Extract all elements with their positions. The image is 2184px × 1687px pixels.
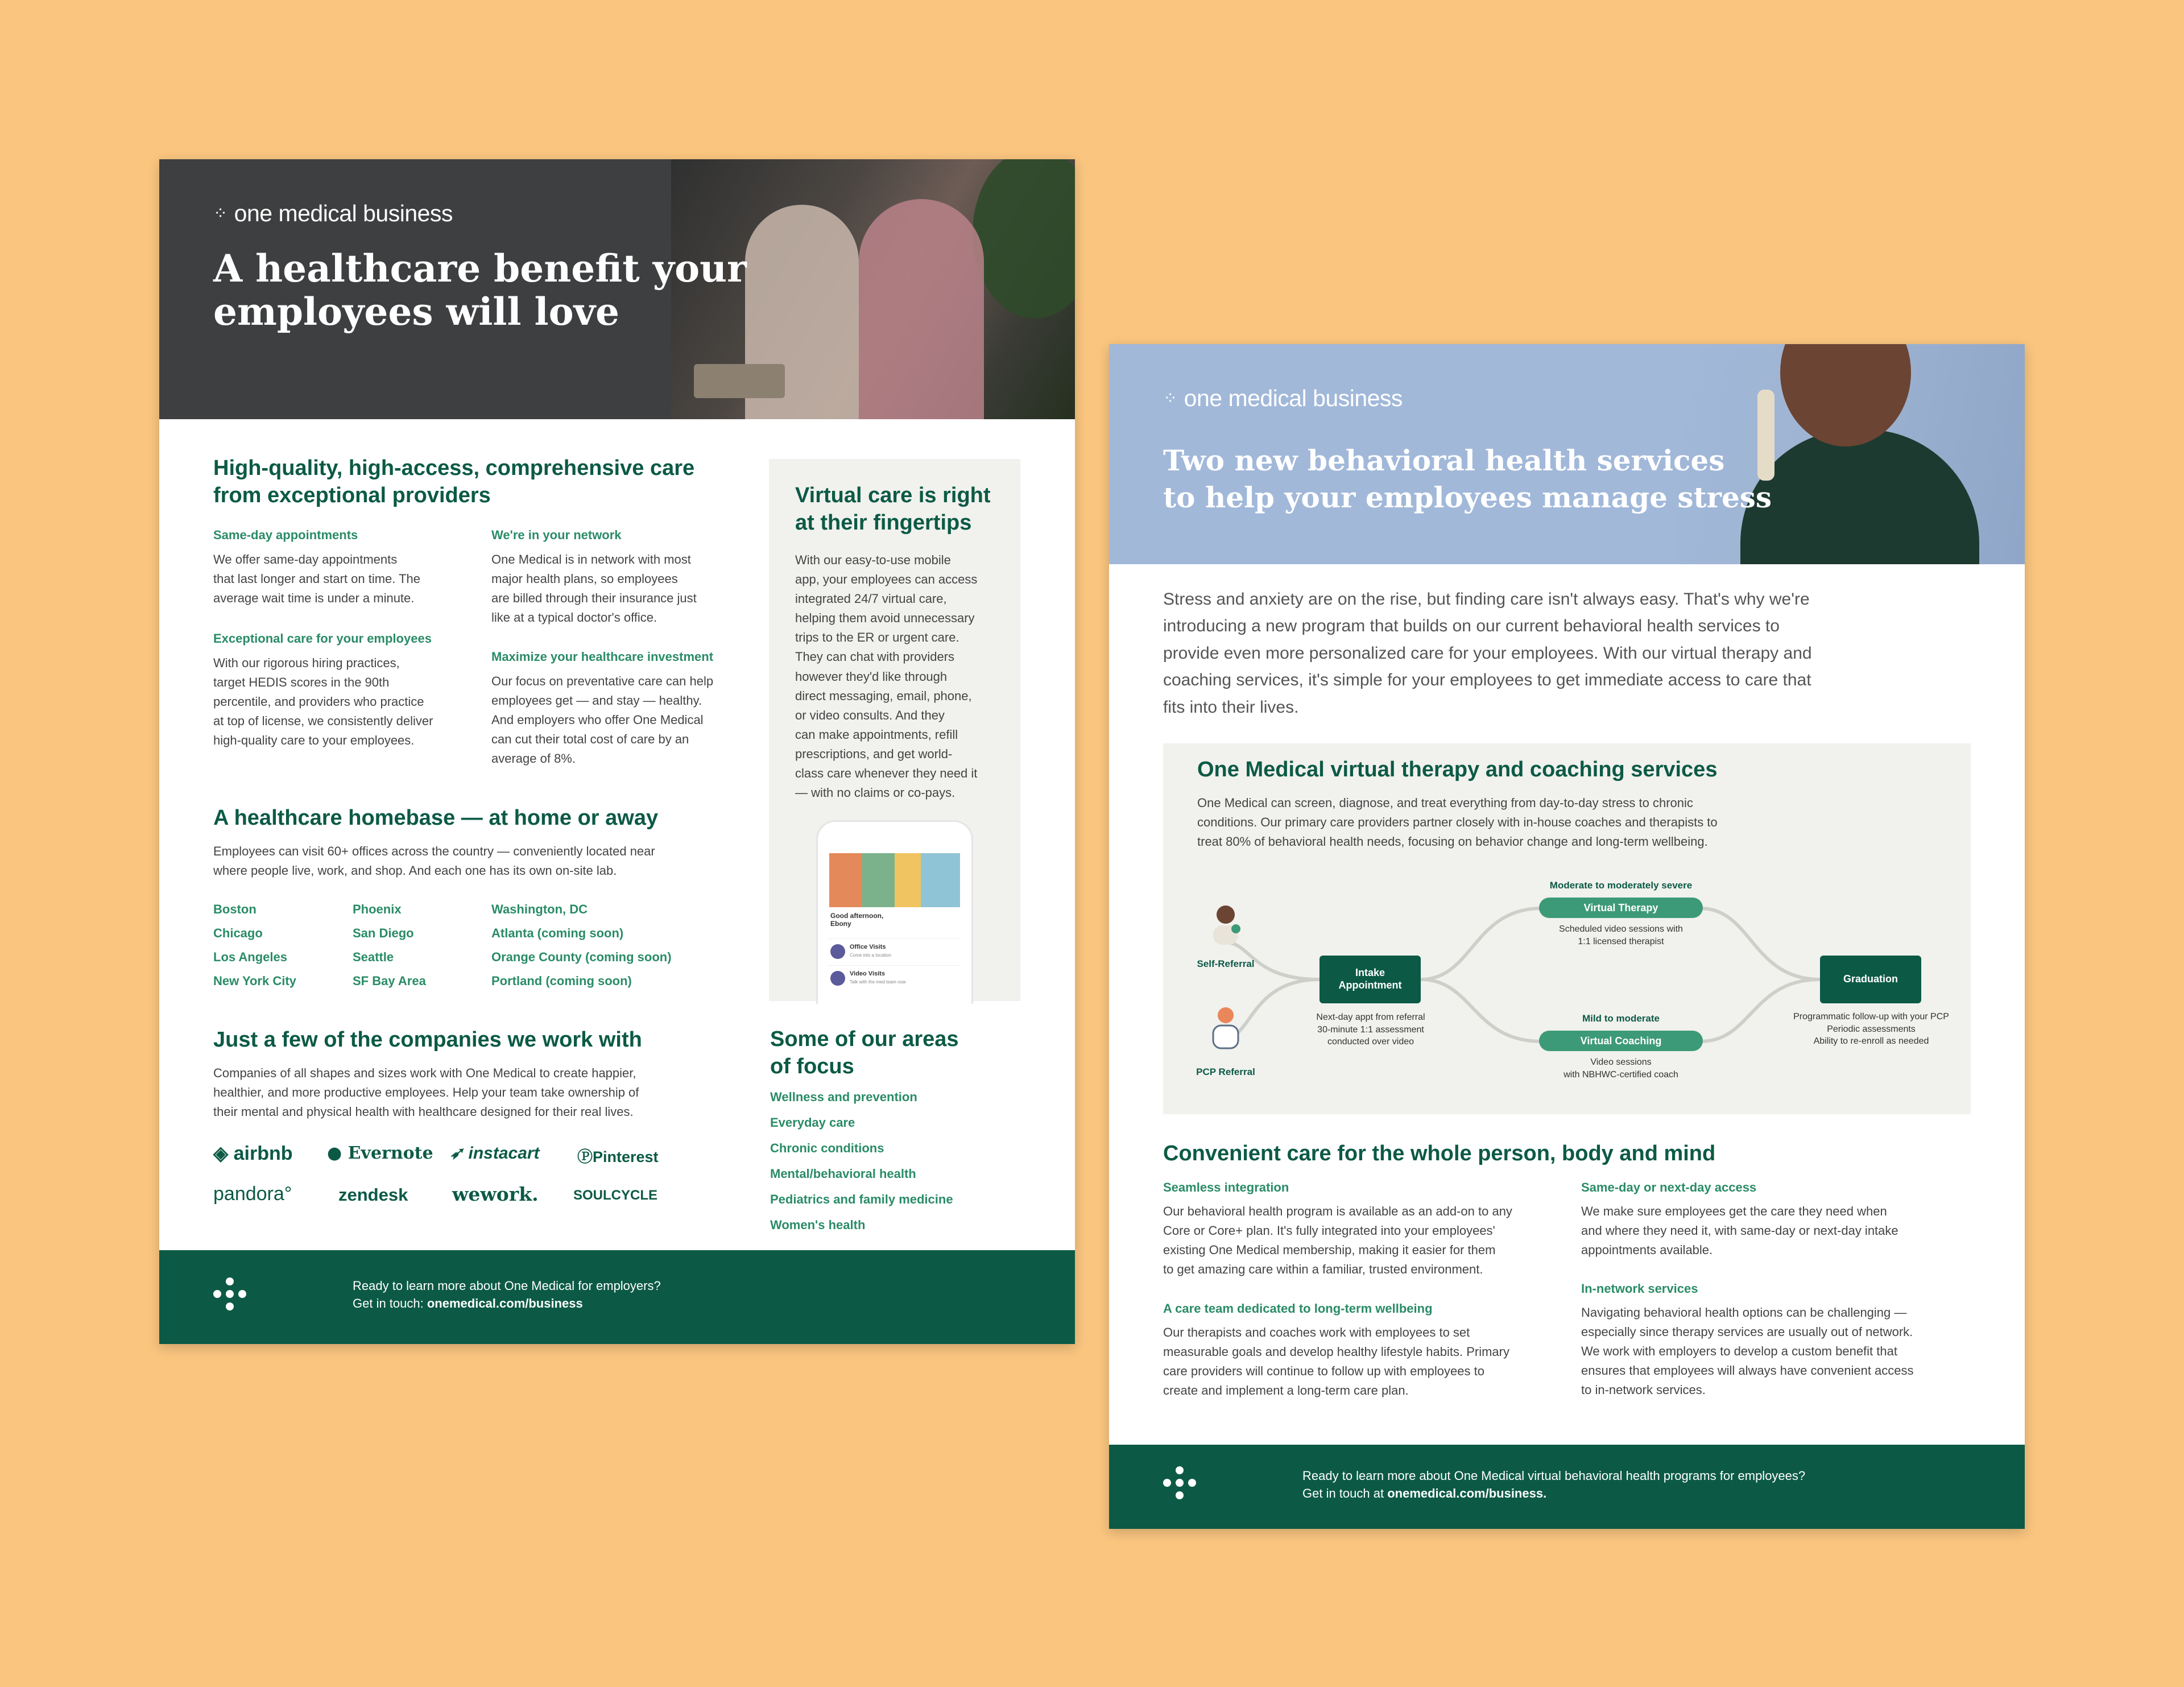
mobile-app-mockup bbox=[816, 820, 973, 1004]
brand-name: one medical business bbox=[234, 200, 453, 226]
section-title-line: High-quality, high-access, comprehensive care bbox=[213, 456, 695, 480]
section-title-line: from exceptional providers bbox=[213, 483, 491, 507]
feature-body: We offer same-day appointments that last longer and start on time. The average wait time is under a minute. bbox=[213, 552, 421, 606]
focus-item: Women's health bbox=[770, 1218, 866, 1232]
hero-title bbox=[213, 247, 747, 334]
virtual-coaching-pill: Virtual Coaching bbox=[1539, 1031, 1703, 1051]
logo-pinterest: ⓅPinterest bbox=[577, 1148, 659, 1165]
city: Seattle bbox=[353, 950, 394, 964]
intake-note: Next-day appt from referral 30-minute 1:1 assessment conducted over video bbox=[1316, 1012, 1425, 1047]
hero-banner bbox=[159, 159, 1075, 419]
city: Phoenix bbox=[353, 902, 402, 916]
feature-body: Our behavioral health program is available as an add-on to any Core or Core+ plan. It's fully integrated into your employees' existing One Medical membership, making it easier for them to get amazing care within a familiar, trusted environment. bbox=[1163, 1204, 1512, 1277]
footer-prefix: Get in touch at bbox=[1302, 1486, 1388, 1500]
focus-title bbox=[770, 1026, 959, 1080]
homebase-title: A healthcare homebase — at home or away bbox=[213, 806, 659, 830]
logo-zendesk: zendesk bbox=[338, 1185, 408, 1205]
logo-pandora: pandora° bbox=[213, 1183, 292, 1205]
virtual-therapy-note: Scheduled video sessions with 1:1 licensed therapist bbox=[1559, 924, 1683, 946]
logo-evernote: ● Evernote bbox=[327, 1143, 433, 1163]
feature-body: Navigating behavioral health options can be challenging — especially since therapy services are usually out of network. We work with employers to develop a custom benefit that ensures that employees will always have convenient access to in-network services. bbox=[1581, 1305, 1914, 1397]
feature-title: Same-day or next-day access bbox=[1581, 1180, 1757, 1194]
self-referral-person-icon bbox=[1203, 900, 1248, 949]
city: Los Angeles bbox=[213, 950, 287, 964]
footer-text bbox=[1302, 1467, 1805, 1503]
graduation-box: Graduation bbox=[1820, 956, 1921, 1003]
footer-link[interactable]: onemedical.com/business bbox=[427, 1296, 583, 1310]
feature-body: With our rigorous hiring practices, target HEDIS scores in the 90th percentile, and providers who practice at top of license, we consistently deliver high-quality care to your employees. bbox=[213, 656, 433, 748]
panel-body: One Medical can screen, diagnose, and treat everything from day-to-day stress to chronic conditions. Our primary care providers partner closely with in-house coaches and therapists to treat 80% of behavioral health needs, focusing on behavior change and long-term wellbeing. bbox=[1197, 796, 1718, 849]
city: Chicago bbox=[213, 926, 263, 940]
hero-title-line: to help your employees manage stress bbox=[1163, 481, 1772, 514]
app-row-video-visits bbox=[827, 965, 961, 991]
app-row-title: Office Visits bbox=[850, 944, 886, 950]
section-title-care bbox=[213, 455, 694, 509]
feature-title: Maximize your healthcare investment bbox=[491, 650, 714, 664]
sidebar-body: With our easy-to-use mobile app, your employees can access integrated 24/7 virtual care, helping them avoid unnecessary trips to the ER or urgent care. They can chat with providers however they'd like through direct messaging, email, phone, or video consults. And they can make appointments, refill prescriptions, and get world- class care whenever they need it — with no claims or co-pays. bbox=[795, 553, 978, 800]
feature-title: Same-day appointments bbox=[213, 528, 358, 542]
feature-body: Our therapists and coaches work with employees to set measurable goals and develop healthy lifestyle habits. Primary care providers will continue to follow up with employees to create and implement a long-term care plan. bbox=[1163, 1325, 1509, 1398]
severity-label: Mild to moderate bbox=[1582, 1013, 1660, 1024]
city: New York City bbox=[213, 974, 296, 988]
feature-title: In-network services bbox=[1581, 1281, 1698, 1296]
building-icon bbox=[830, 944, 845, 959]
page-footer bbox=[159, 1250, 1075, 1344]
feature-title: Seamless integration bbox=[1163, 1180, 1289, 1194]
intake-appointment-box: Intake Appointment bbox=[1320, 956, 1421, 1003]
focus-item: Mental/behavioral health bbox=[770, 1167, 916, 1181]
elephant-icon: ● bbox=[327, 1143, 342, 1163]
convenient-care-title: Convenient care for the whole person, body and mind bbox=[1163, 1142, 1716, 1165]
footer-line: Ready to learn more about One Medical for employers? bbox=[353, 1279, 661, 1293]
flyer-page-healthcare-benefit bbox=[159, 159, 1075, 1344]
sidebar-title bbox=[795, 482, 991, 536]
intro-paragraph: Stress and anxiety are on the rise, but finding care isn't always easy. That's why we're introducing a new program that builds on our current behavioral health services to provide even more personalized care for your employees. With our virtual therapy and coaching services, it's simple for your employees to get immediate access to care that fits into their lives. bbox=[1163, 590, 1812, 717]
page-footer bbox=[1109, 1445, 2025, 1529]
feature-title: We're in your network bbox=[491, 528, 622, 542]
app-row-title: Video Visits bbox=[850, 970, 885, 977]
footer-line: Ready to learn more about One Medical virtual behavioral health programs for employees? bbox=[1302, 1469, 1806, 1483]
logo-instacart: ➶ instacart bbox=[449, 1144, 540, 1163]
carrot-icon: ➶ bbox=[449, 1144, 464, 1163]
focus-title-line: of focus bbox=[770, 1054, 854, 1078]
brand-name: one medical business bbox=[1184, 385, 1403, 411]
hero-title-line: A healthcare benefit your bbox=[213, 246, 747, 291]
logo-soulcycle: SOULCYCLE bbox=[573, 1188, 658, 1203]
footer-link[interactable]: onemedical.com/business. bbox=[1387, 1486, 1547, 1500]
focus-item: Wellness and prevention bbox=[770, 1090, 917, 1104]
self-referral-label: Self-Referral bbox=[1197, 958, 1255, 969]
hero-title-line: employees will love bbox=[213, 289, 619, 334]
city: San Diego bbox=[353, 926, 414, 940]
logo-airbnb: ◈ airbnb bbox=[213, 1143, 293, 1164]
companies-body: Companies of all shapes and sizes work with One Medical to create happier, healthier, and more productive employees. Help your team take ownership of their mental and physical health with healthcare designed for their real lives. bbox=[213, 1066, 639, 1119]
app-greeting: Good afternoon, Ebony bbox=[830, 912, 884, 928]
focus-item: Pediatrics and family medicine bbox=[770, 1192, 953, 1206]
feature-title: A care team dedicated to long-term wellbeing bbox=[1163, 1301, 1433, 1316]
city: Washington, DC bbox=[491, 902, 588, 916]
focus-title-line: Some of our areas bbox=[770, 1027, 959, 1051]
city: Atlanta (coming soon) bbox=[491, 926, 624, 940]
video-icon bbox=[830, 971, 845, 986]
virtual-coaching-note: Video sessions with NBHWC-certified coach bbox=[1563, 1057, 1678, 1080]
one-medical-logo-icon: ⁘ bbox=[1163, 389, 1177, 408]
footer-text bbox=[353, 1277, 661, 1313]
feature-body: Our focus on preventative care can help employees get — and stay — healthy. And employers who offer One Medical can cut their total cost of care by an average of 8%. bbox=[491, 674, 714, 766]
city: Boston bbox=[213, 902, 257, 916]
companies-title: Just a few of the companies we work with bbox=[213, 1028, 642, 1052]
panel-title: One Medical virtual therapy and coaching services bbox=[1197, 758, 1718, 782]
sidebar-title-line: Virtual care is right bbox=[795, 483, 991, 507]
logo-wework: wework. bbox=[452, 1183, 539, 1205]
app-row-subtitle: Talk with the med team now bbox=[850, 979, 906, 985]
flow-connector bbox=[1701, 908, 1820, 979]
hero-title-line: Two new behavioral health services bbox=[1163, 444, 1725, 477]
pinterest-icon: Ⓟ bbox=[577, 1148, 593, 1165]
airbnb-icon: ◈ bbox=[213, 1143, 229, 1164]
feature-body: One Medical is in network with most major health plans, so employees are billed through their insurance just like at a typical doctor's office. bbox=[491, 552, 697, 625]
brand-logo bbox=[213, 200, 453, 227]
app-row-office-visits bbox=[827, 938, 961, 964]
app-row-subtitle: Come into a location bbox=[850, 953, 891, 958]
flyer-page-behavioral-health bbox=[1109, 344, 2025, 1529]
homebase-body: Employees can visit 60+ offices across the country — conveniently located near where people live, work, and shop. And each one has its own on-site lab. bbox=[213, 844, 655, 878]
city: Portland (coming soon) bbox=[491, 974, 632, 988]
sidebar-title-line: at their fingertips bbox=[795, 510, 972, 535]
graduation-note: Programmatic follow-up with your PCP Periodic assessments Ability to re-enroll as needed bbox=[1793, 1012, 1949, 1047]
virtual-therapy-pill: Virtual Therapy bbox=[1539, 898, 1703, 918]
footer-prefix: Get in touch: bbox=[353, 1296, 427, 1310]
city: SF Bay Area bbox=[353, 974, 426, 988]
feature-body: We make sure employees get the care they need when and where they need it, with same-day or next-day intake appointments available. bbox=[1581, 1204, 1898, 1258]
focus-item: Chronic conditions bbox=[770, 1141, 884, 1155]
city: Orange County (coming soon) bbox=[491, 950, 672, 964]
pcp-referral-person-icon bbox=[1203, 1004, 1248, 1052]
pcp-referral-label: PCP Referral bbox=[1196, 1066, 1255, 1077]
one-medical-logo-icon: ⁘ bbox=[213, 204, 228, 223]
flow-connector bbox=[1421, 908, 1541, 979]
severity-label: Moderate to moderately severe bbox=[1549, 880, 1693, 891]
focus-item: Everyday care bbox=[770, 1115, 855, 1130]
feature-title: Exceptional care for your employees bbox=[213, 631, 432, 646]
app-illustration bbox=[829, 853, 960, 907]
